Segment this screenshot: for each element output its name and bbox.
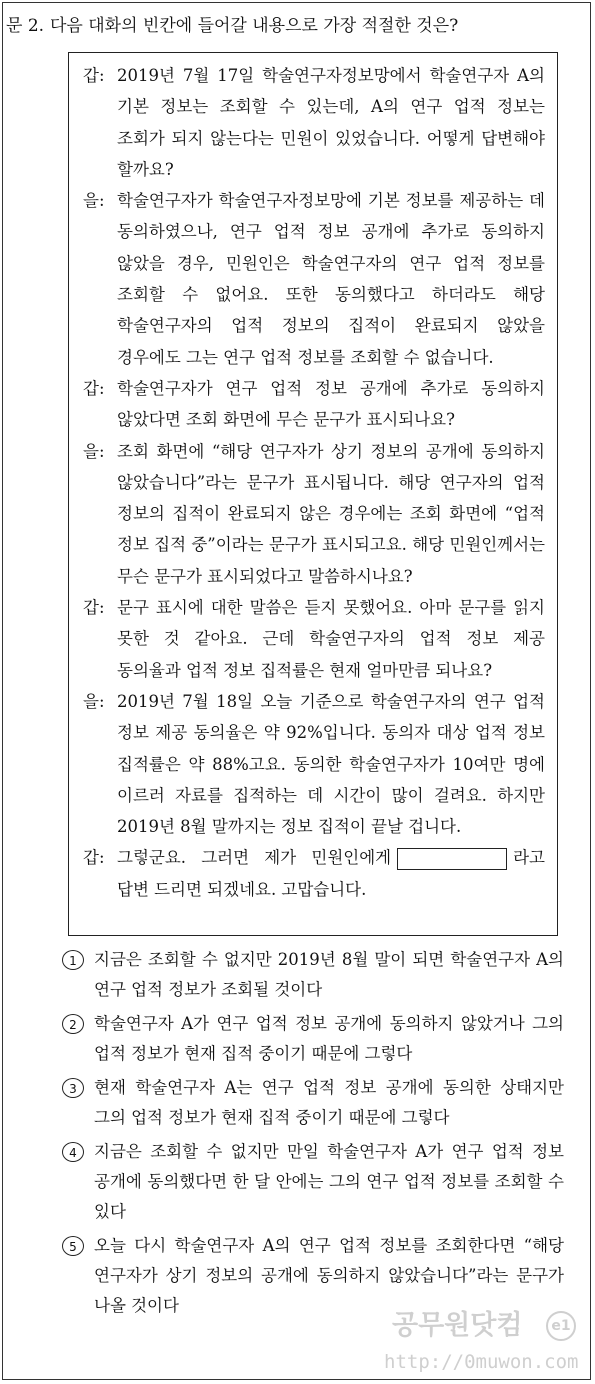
choice-number-circle: 2 xyxy=(62,1014,84,1034)
choice-text: 현재 학술연구자 A는 연구 업적 정보 공개에 동의한 상태지만 그의 업적 정보가 현재 집적 중이기 때문에 그렇다 xyxy=(94,1078,564,1127)
choice-number-circle: 1 xyxy=(62,950,84,970)
watermark-url: http://0muwon.com xyxy=(384,1351,579,1373)
speaker-label: 갑: xyxy=(83,66,105,85)
utterance: 2019년 7월 17일 학술연구자정보망에서 학술연구자 A의 기본 정보는 조회할 수 있는데, A의 연구 업적 정보는 조회가 되지 않는다는 민원이 있었습니다. 어떻게 답변해야 할까요? xyxy=(117,66,545,179)
choice-2[interactable] xyxy=(62,1009,564,1069)
answer-choices xyxy=(62,945,564,1325)
choice-3[interactable] xyxy=(62,1073,564,1133)
question-number: 문 2. xyxy=(6,16,45,36)
choice-1[interactable] xyxy=(62,945,564,1005)
choice-text: 학술연구자 A가 연구 업적 정보 공개에 동의하지 않았거나 그의 업적 정보가 현재 집적 중이기 때문에 그렇다 xyxy=(94,1014,564,1063)
speaker-label: 갑: xyxy=(83,848,105,868)
choice-text: 지금은 조회할 수 없지만 2019년 8월 말이 되면 학술연구자 A의 연구 업적 정보가 조회될 것이다 xyxy=(94,950,564,999)
dialog-turn xyxy=(83,436,545,592)
utterance-before-blank: 그렇군요. 그러면 제가 민원인에게 xyxy=(117,848,392,868)
dialog-box xyxy=(68,52,558,936)
utterance-after-blank: 라고 답변 드리면 되겠네요. 고맙습니다. xyxy=(117,848,545,899)
utterance: 조회 화면에 “해당 연구자가 상기 정보의 공개에 동의하지 않았습니다”라는 문구가 표시됩니다. 해당 연구자의 업적 정보의 집적이 완료되지 않은 경우에는 조회 화면에 “업적 정보 집적 중”이라는 문구가 표시되고요. 해당 민원인께서는 무슨 문구가 표시되었다고 말씀하시나요? xyxy=(117,441,545,586)
dialog-turn xyxy=(83,185,545,373)
speaker-label: 을: xyxy=(83,691,105,711)
dialog-turn xyxy=(83,686,545,842)
speaker-label: 을: xyxy=(83,441,105,461)
watermark-title: 공무원닷컴 xyxy=(392,1310,523,1341)
utterance: 2019년 7월 18일 오늘 기준으로 학술연구자의 연구 업적 정보 제공 동의율은 약 92%입니다. 동의자 대상 업적 정보 집적률은 약 88%고요. 동의한 학술연구자가 10여만 명에 이르러 자료를 집적하는 데 시간이 많이 걸려요. 하지만 2019년 8월 말까지는 정보 집적이 끝날 겁니다. xyxy=(117,691,545,837)
utterance: 학술연구자가 연구 업적 정보 공개에 추가로 동의하지 않았다면 조회 화면에 무슨 문구가 표시되나요? xyxy=(117,378,545,430)
utterance: 문구 표시에 대한 말씀은 듣지 못했어요. 아마 문구를 읽지 못한 것 같아요. 근데 학술연구자의 업적 정보 제공 동의율과 업적 정보 집적률은 현재 얼마만큼 되나요? xyxy=(117,598,545,680)
dialog-turn-final xyxy=(83,842,545,905)
dialog-turn xyxy=(83,60,545,185)
utterance xyxy=(117,842,545,905)
dialog-turn xyxy=(83,373,545,436)
watermark-logo-icon: e1 xyxy=(546,1311,576,1341)
choice-number-circle: 5 xyxy=(62,1236,84,1256)
choice-4[interactable] xyxy=(62,1137,564,1227)
question-stem xyxy=(6,14,586,38)
utterance: 학술연구자가 학술연구자정보망에 기본 정보를 제공하는 데 동의하였으나, 연구 업적 정보 공개에 추가로 동의하지 않았을 경우, 민원인은 학술연구자의 연구 업적 정보를 조회할 수 없어요. 또한 동의했다고 하더라도 해당 학술연구자의 업적 정보의 집적이 완료되지 않았을 경우에도 그는 연구 업적 정보를 조회할 수 없습니다. xyxy=(117,191,545,367)
choice-text: 지금은 조회할 수 없지만 만일 학술연구자 A가 연구 업적 정보 공개에 동의했다면 한 달 안에는 그의 연구 업적 정보를 조회할 수 있다 xyxy=(94,1142,564,1221)
choice-text: 오늘 다시 학술연구자 A의 연구 업적 정보를 조회한다면 “해당 연구자가 상기 정보의 공개에 동의하지 않았습니다”라는 문구가 나올 것이다 xyxy=(94,1236,564,1315)
speaker-label: 갑: xyxy=(83,598,105,618)
choice-number-circle: 4 xyxy=(62,1142,84,1162)
speaker-label: 을: xyxy=(83,191,105,211)
dialog-turn xyxy=(83,592,545,686)
question-text: 다음 대화의 빈칸에 들어갈 내용으로 가장 적절한 것은? xyxy=(50,16,459,36)
choice-5[interactable] xyxy=(62,1231,564,1321)
answer-blank-box xyxy=(397,848,507,870)
choice-number-circle: 3 xyxy=(62,1078,84,1098)
speaker-label: 갑: xyxy=(83,378,105,398)
